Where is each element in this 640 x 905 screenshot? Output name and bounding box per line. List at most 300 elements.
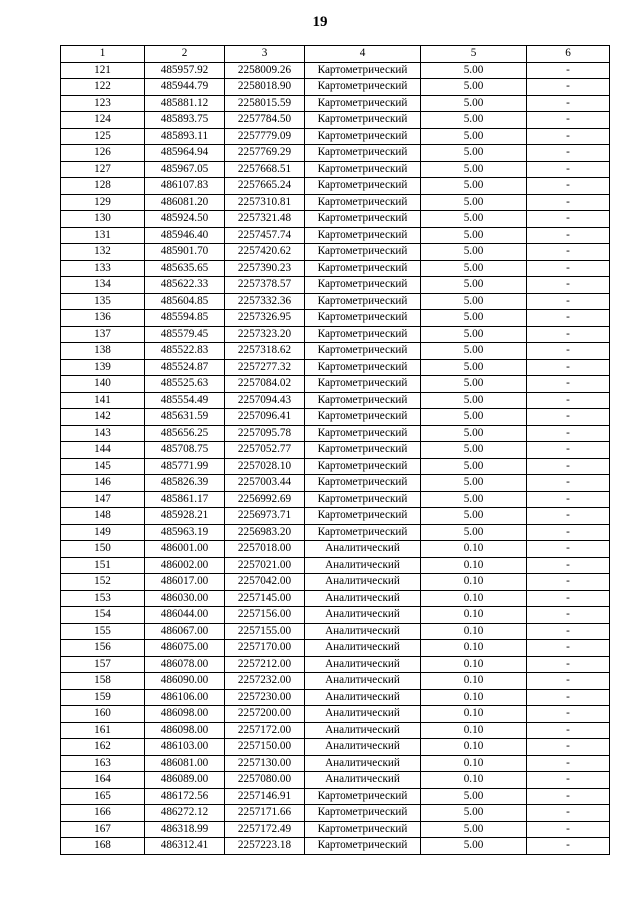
- y-coordinate-cell: 2256992.69: [225, 491, 305, 508]
- y-coordinate-cell: 2257769.29: [225, 145, 305, 162]
- method-cell: Картометрический: [305, 508, 421, 525]
- x-coordinate-cell: 485594.85: [145, 310, 225, 327]
- accuracy-cell: 0.10: [421, 722, 527, 739]
- table-row: [61, 491, 610, 508]
- x-coordinate-cell: 486075.00: [145, 640, 225, 657]
- y-coordinate-cell: 2257080.00: [225, 772, 305, 789]
- table-row: [61, 112, 610, 129]
- accuracy-cell: 0.10: [421, 590, 527, 607]
- method-cell: Картометрический: [305, 392, 421, 409]
- y-coordinate-cell: 2257779.09: [225, 128, 305, 145]
- accuracy-cell: 0.10: [421, 739, 527, 756]
- table-row: [61, 409, 610, 426]
- method-cell: Аналитический: [305, 706, 421, 723]
- table-row: [61, 557, 610, 574]
- point-number-cell: 167: [61, 821, 145, 838]
- accuracy-cell: 5.00: [421, 491, 527, 508]
- method-cell: Картометрический: [305, 95, 421, 112]
- x-coordinate-cell: 486098.00: [145, 722, 225, 739]
- table-header-row: [61, 46, 610, 63]
- x-coordinate-cell: 486107.83: [145, 178, 225, 195]
- method-cell: Картометрический: [305, 376, 421, 393]
- table-row: [61, 706, 610, 723]
- method-cell: Картометрический: [305, 458, 421, 475]
- table-row: [61, 805, 610, 822]
- note-cell: -: [527, 293, 610, 310]
- y-coordinate-cell: 2257668.51: [225, 161, 305, 178]
- table-row: [61, 260, 610, 277]
- method-cell: Картометрический: [305, 128, 421, 145]
- column-header-1: 1: [61, 46, 145, 63]
- y-coordinate-cell: 2256973.71: [225, 508, 305, 525]
- method-cell: Аналитический: [305, 541, 421, 558]
- point-number-cell: 130: [61, 211, 145, 228]
- x-coordinate-cell: 486089.00: [145, 772, 225, 789]
- accuracy-cell: 5.00: [421, 178, 527, 195]
- point-number-cell: 151: [61, 557, 145, 574]
- table-row: [61, 79, 610, 96]
- accuracy-cell: 5.00: [421, 343, 527, 360]
- y-coordinate-cell: 2257230.00: [225, 689, 305, 706]
- method-cell: Картометрический: [305, 475, 421, 492]
- note-cell: -: [527, 557, 610, 574]
- accuracy-cell: 5.00: [421, 227, 527, 244]
- y-coordinate-cell: 2257150.00: [225, 739, 305, 756]
- accuracy-cell: 5.00: [421, 128, 527, 145]
- method-cell: Аналитический: [305, 590, 421, 607]
- x-coordinate-cell: 485861.17: [145, 491, 225, 508]
- method-cell: Картометрический: [305, 194, 421, 211]
- x-coordinate-cell: 485631.59: [145, 409, 225, 426]
- method-cell: Аналитический: [305, 574, 421, 591]
- point-number-cell: 124: [61, 112, 145, 129]
- page-number: 19: [312, 14, 328, 30]
- x-coordinate-cell: 485524.87: [145, 359, 225, 376]
- point-number-cell: 163: [61, 755, 145, 772]
- accuracy-cell: 0.10: [421, 640, 527, 657]
- table-row: [61, 359, 610, 376]
- accuracy-cell: 0.10: [421, 557, 527, 574]
- x-coordinate-cell: 486044.00: [145, 607, 225, 624]
- point-number-cell: 141: [61, 392, 145, 409]
- table-row: [61, 442, 610, 459]
- column-header-3: 3: [225, 46, 305, 63]
- method-cell: Аналитический: [305, 722, 421, 739]
- accuracy-cell: 5.00: [421, 475, 527, 492]
- note-cell: -: [527, 689, 610, 706]
- accuracy-cell: 5.00: [421, 194, 527, 211]
- point-number-cell: 140: [61, 376, 145, 393]
- point-number-cell: 122: [61, 79, 145, 96]
- point-number-cell: 129: [61, 194, 145, 211]
- x-coordinate-cell: 486098.00: [145, 706, 225, 723]
- table-row: [61, 475, 610, 492]
- point-number-cell: 147: [61, 491, 145, 508]
- table-row: [61, 508, 610, 525]
- method-cell: Аналитический: [305, 607, 421, 624]
- x-coordinate-cell: 486067.00: [145, 623, 225, 640]
- table-row: [61, 293, 610, 310]
- note-cell: -: [527, 590, 610, 607]
- x-coordinate-cell: 485826.39: [145, 475, 225, 492]
- accuracy-cell: 5.00: [421, 112, 527, 129]
- x-coordinate-cell: 485924.50: [145, 211, 225, 228]
- y-coordinate-cell: 2257171.66: [225, 805, 305, 822]
- note-cell: -: [527, 359, 610, 376]
- accuracy-cell: 5.00: [421, 392, 527, 409]
- accuracy-cell: 0.10: [421, 541, 527, 558]
- note-cell: -: [527, 656, 610, 673]
- accuracy-cell: 5.00: [421, 425, 527, 442]
- method-cell: Картометрический: [305, 310, 421, 327]
- y-coordinate-cell: 2257096.41: [225, 409, 305, 426]
- note-cell: -: [527, 310, 610, 327]
- point-number-cell: 166: [61, 805, 145, 822]
- coordinates-table: [60, 45, 610, 855]
- accuracy-cell: 5.00: [421, 62, 527, 79]
- note-cell: -: [527, 211, 610, 228]
- y-coordinate-cell: 2257318.62: [225, 343, 305, 360]
- method-cell: Картометрический: [305, 112, 421, 129]
- point-number-cell: 168: [61, 838, 145, 855]
- note-cell: -: [527, 640, 610, 657]
- accuracy-cell: 0.10: [421, 772, 527, 789]
- note-cell: -: [527, 623, 610, 640]
- accuracy-cell: 5.00: [421, 442, 527, 459]
- accuracy-cell: 0.10: [421, 689, 527, 706]
- table-row: [61, 376, 610, 393]
- note-cell: -: [527, 524, 610, 541]
- note-cell: -: [527, 409, 610, 426]
- method-cell: Аналитический: [305, 739, 421, 756]
- y-coordinate-cell: 2257326.95: [225, 310, 305, 327]
- method-cell: Аналитический: [305, 557, 421, 574]
- y-coordinate-cell: 2257232.00: [225, 673, 305, 690]
- point-number-cell: 153: [61, 590, 145, 607]
- table-row: [61, 755, 610, 772]
- point-number-cell: 161: [61, 722, 145, 739]
- x-coordinate-cell: 485579.45: [145, 326, 225, 343]
- y-coordinate-cell: 2257323.20: [225, 326, 305, 343]
- method-cell: Картометрический: [305, 211, 421, 228]
- method-cell: Картометрический: [305, 442, 421, 459]
- y-coordinate-cell: 2257321.48: [225, 211, 305, 228]
- note-cell: -: [527, 508, 610, 525]
- point-number-cell: 125: [61, 128, 145, 145]
- y-coordinate-cell: 2257003.44: [225, 475, 305, 492]
- point-number-cell: 156: [61, 640, 145, 657]
- table-row: [61, 640, 610, 657]
- accuracy-cell: 0.10: [421, 706, 527, 723]
- note-cell: -: [527, 838, 610, 855]
- y-coordinate-cell: 2257155.00: [225, 623, 305, 640]
- y-coordinate-cell: 2258015.59: [225, 95, 305, 112]
- method-cell: Картометрический: [305, 838, 421, 855]
- method-cell: Картометрический: [305, 79, 421, 96]
- table-row: [61, 656, 610, 673]
- y-coordinate-cell: 2257156.00: [225, 607, 305, 624]
- column-header-6: 6: [527, 46, 610, 63]
- method-cell: Картометрический: [305, 359, 421, 376]
- point-number-cell: 145: [61, 458, 145, 475]
- point-number-cell: 146: [61, 475, 145, 492]
- x-coordinate-cell: 486078.00: [145, 656, 225, 673]
- x-coordinate-cell: 486318.99: [145, 821, 225, 838]
- note-cell: -: [527, 772, 610, 789]
- note-cell: -: [527, 805, 610, 822]
- table-row: [61, 574, 610, 591]
- method-cell: Картометрический: [305, 491, 421, 508]
- point-number-cell: 142: [61, 409, 145, 426]
- table-row: [61, 739, 610, 756]
- note-cell: -: [527, 343, 610, 360]
- table-row: [61, 145, 610, 162]
- point-number-cell: 159: [61, 689, 145, 706]
- note-cell: -: [527, 722, 610, 739]
- x-coordinate-cell: 485967.05: [145, 161, 225, 178]
- y-coordinate-cell: 2257018.00: [225, 541, 305, 558]
- x-coordinate-cell: 485944.79: [145, 79, 225, 96]
- accuracy-cell: 0.10: [421, 755, 527, 772]
- note-cell: -: [527, 277, 610, 294]
- point-number-cell: 150: [61, 541, 145, 558]
- y-coordinate-cell: 2257172.49: [225, 821, 305, 838]
- accuracy-cell: 0.10: [421, 574, 527, 591]
- point-number-cell: 135: [61, 293, 145, 310]
- point-number-cell: 154: [61, 607, 145, 624]
- y-coordinate-cell: 2257172.00: [225, 722, 305, 739]
- y-coordinate-cell: 2258018.90: [225, 79, 305, 96]
- note-cell: -: [527, 491, 610, 508]
- point-number-cell: 127: [61, 161, 145, 178]
- x-coordinate-cell: 486103.00: [145, 739, 225, 756]
- note-cell: -: [527, 442, 610, 459]
- method-cell: Картометрический: [305, 227, 421, 244]
- method-cell: Картометрический: [305, 145, 421, 162]
- y-coordinate-cell: 2257170.00: [225, 640, 305, 657]
- method-cell: Картометрический: [305, 260, 421, 277]
- accuracy-cell: 5.00: [421, 326, 527, 343]
- accuracy-cell: 5.00: [421, 161, 527, 178]
- table-row: [61, 326, 610, 343]
- table-row: [61, 95, 610, 112]
- x-coordinate-cell: 485604.85: [145, 293, 225, 310]
- note-cell: -: [527, 194, 610, 211]
- table-row: [61, 541, 610, 558]
- method-cell: Аналитический: [305, 689, 421, 706]
- note-cell: -: [527, 62, 610, 79]
- method-cell: Картометрический: [305, 343, 421, 360]
- method-cell: Аналитический: [305, 640, 421, 657]
- accuracy-cell: 5.00: [421, 277, 527, 294]
- y-coordinate-cell: 2257130.00: [225, 755, 305, 772]
- accuracy-cell: 0.10: [421, 623, 527, 640]
- y-coordinate-cell: 2257665.24: [225, 178, 305, 195]
- method-cell: Картометрический: [305, 277, 421, 294]
- table-row: [61, 128, 610, 145]
- note-cell: -: [527, 128, 610, 145]
- accuracy-cell: 5.00: [421, 788, 527, 805]
- method-cell: Аналитический: [305, 623, 421, 640]
- x-coordinate-cell: 485881.12: [145, 95, 225, 112]
- note-cell: -: [527, 95, 610, 112]
- y-coordinate-cell: 2256983.20: [225, 524, 305, 541]
- accuracy-cell: 0.10: [421, 673, 527, 690]
- table-row: [61, 62, 610, 79]
- x-coordinate-cell: 486017.00: [145, 574, 225, 591]
- point-number-cell: 121: [61, 62, 145, 79]
- method-cell: Картометрический: [305, 244, 421, 261]
- accuracy-cell: 5.00: [421, 508, 527, 525]
- accuracy-cell: 5.00: [421, 838, 527, 855]
- accuracy-cell: 5.00: [421, 293, 527, 310]
- point-number-cell: 160: [61, 706, 145, 723]
- y-coordinate-cell: 2257052.77: [225, 442, 305, 459]
- y-coordinate-cell: 2257223.18: [225, 838, 305, 855]
- point-number-cell: 139: [61, 359, 145, 376]
- point-number-cell: 144: [61, 442, 145, 459]
- note-cell: -: [527, 755, 610, 772]
- column-header-2: 2: [145, 46, 225, 63]
- x-coordinate-cell: 485957.92: [145, 62, 225, 79]
- note-cell: -: [527, 145, 610, 162]
- x-coordinate-cell: 485901.70: [145, 244, 225, 261]
- accuracy-cell: 5.00: [421, 260, 527, 277]
- point-number-cell: 138: [61, 343, 145, 360]
- point-number-cell: 158: [61, 673, 145, 690]
- note-cell: -: [527, 178, 610, 195]
- x-coordinate-cell: 486030.00: [145, 590, 225, 607]
- point-number-cell: 164: [61, 772, 145, 789]
- y-coordinate-cell: 2257277.32: [225, 359, 305, 376]
- x-coordinate-cell: 485963.19: [145, 524, 225, 541]
- table-row: [61, 161, 610, 178]
- accuracy-cell: 5.00: [421, 244, 527, 261]
- table-row: [61, 689, 610, 706]
- column-header-5: 5: [421, 46, 527, 63]
- x-coordinate-cell: 486106.00: [145, 689, 225, 706]
- table-body: [61, 62, 610, 854]
- method-cell: Аналитический: [305, 673, 421, 690]
- note-cell: -: [527, 260, 610, 277]
- note-cell: -: [527, 821, 610, 838]
- point-number-cell: 134: [61, 277, 145, 294]
- note-cell: -: [527, 244, 610, 261]
- note-cell: -: [527, 706, 610, 723]
- x-coordinate-cell: 485928.21: [145, 508, 225, 525]
- note-cell: -: [527, 475, 610, 492]
- note-cell: -: [527, 788, 610, 805]
- y-coordinate-cell: 2257084.02: [225, 376, 305, 393]
- y-coordinate-cell: 2257457.74: [225, 227, 305, 244]
- note-cell: -: [527, 739, 610, 756]
- x-coordinate-cell: 485522.83: [145, 343, 225, 360]
- point-number-cell: 133: [61, 260, 145, 277]
- note-cell: -: [527, 376, 610, 393]
- accuracy-cell: 5.00: [421, 359, 527, 376]
- note-cell: -: [527, 79, 610, 96]
- table-row: [61, 310, 610, 327]
- point-number-cell: 128: [61, 178, 145, 195]
- note-cell: -: [527, 458, 610, 475]
- method-cell: Картометрический: [305, 161, 421, 178]
- x-coordinate-cell: 486002.00: [145, 557, 225, 574]
- point-number-cell: 149: [61, 524, 145, 541]
- table-row: [61, 788, 610, 805]
- point-number-cell: 132: [61, 244, 145, 261]
- table-row: [61, 194, 610, 211]
- accuracy-cell: 5.00: [421, 458, 527, 475]
- table-row: [61, 211, 610, 228]
- table-row: [61, 590, 610, 607]
- accuracy-cell: 0.10: [421, 607, 527, 624]
- point-number-cell: 165: [61, 788, 145, 805]
- x-coordinate-cell: 485635.65: [145, 260, 225, 277]
- accuracy-cell: 5.00: [421, 409, 527, 426]
- method-cell: Аналитический: [305, 656, 421, 673]
- method-cell: Картометрический: [305, 178, 421, 195]
- note-cell: -: [527, 227, 610, 244]
- x-coordinate-cell: 486312.41: [145, 838, 225, 855]
- y-coordinate-cell: 2257390.23: [225, 260, 305, 277]
- y-coordinate-cell: 2257420.62: [225, 244, 305, 261]
- table-row: [61, 425, 610, 442]
- accuracy-cell: 5.00: [421, 524, 527, 541]
- note-cell: -: [527, 425, 610, 442]
- accuracy-cell: 5.00: [421, 211, 527, 228]
- x-coordinate-cell: 485964.94: [145, 145, 225, 162]
- y-coordinate-cell: 2257146.91: [225, 788, 305, 805]
- note-cell: -: [527, 161, 610, 178]
- note-cell: -: [527, 392, 610, 409]
- table-row: [61, 838, 610, 855]
- method-cell: Картометрический: [305, 293, 421, 310]
- y-coordinate-cell: 2257094.43: [225, 392, 305, 409]
- point-number-cell: 148: [61, 508, 145, 525]
- x-coordinate-cell: 486081.20: [145, 194, 225, 211]
- point-number-cell: 155: [61, 623, 145, 640]
- table-row: [61, 673, 610, 690]
- table-row: [61, 458, 610, 475]
- method-cell: Аналитический: [305, 755, 421, 772]
- table-row: [61, 821, 610, 838]
- x-coordinate-cell: 485708.75: [145, 442, 225, 459]
- table-row: [61, 772, 610, 789]
- column-header-4: 4: [305, 46, 421, 63]
- x-coordinate-cell: 486090.00: [145, 673, 225, 690]
- table-row: [61, 227, 610, 244]
- point-number-cell: 152: [61, 574, 145, 591]
- table-row: [61, 623, 610, 640]
- y-coordinate-cell: 2257145.00: [225, 590, 305, 607]
- y-coordinate-cell: 2257784.50: [225, 112, 305, 129]
- x-coordinate-cell: 485893.75: [145, 112, 225, 129]
- table-row: [61, 392, 610, 409]
- method-cell: Картометрический: [305, 326, 421, 343]
- accuracy-cell: 5.00: [421, 310, 527, 327]
- accuracy-cell: 5.00: [421, 805, 527, 822]
- method-cell: Картометрический: [305, 425, 421, 442]
- point-number-cell: 136: [61, 310, 145, 327]
- y-coordinate-cell: 2257212.00: [225, 656, 305, 673]
- y-coordinate-cell: 2257021.00: [225, 557, 305, 574]
- table-row: [61, 277, 610, 294]
- x-coordinate-cell: 485771.99: [145, 458, 225, 475]
- note-cell: -: [527, 673, 610, 690]
- point-number-cell: 137: [61, 326, 145, 343]
- x-coordinate-cell: 485525.63: [145, 376, 225, 393]
- method-cell: Аналитический: [305, 772, 421, 789]
